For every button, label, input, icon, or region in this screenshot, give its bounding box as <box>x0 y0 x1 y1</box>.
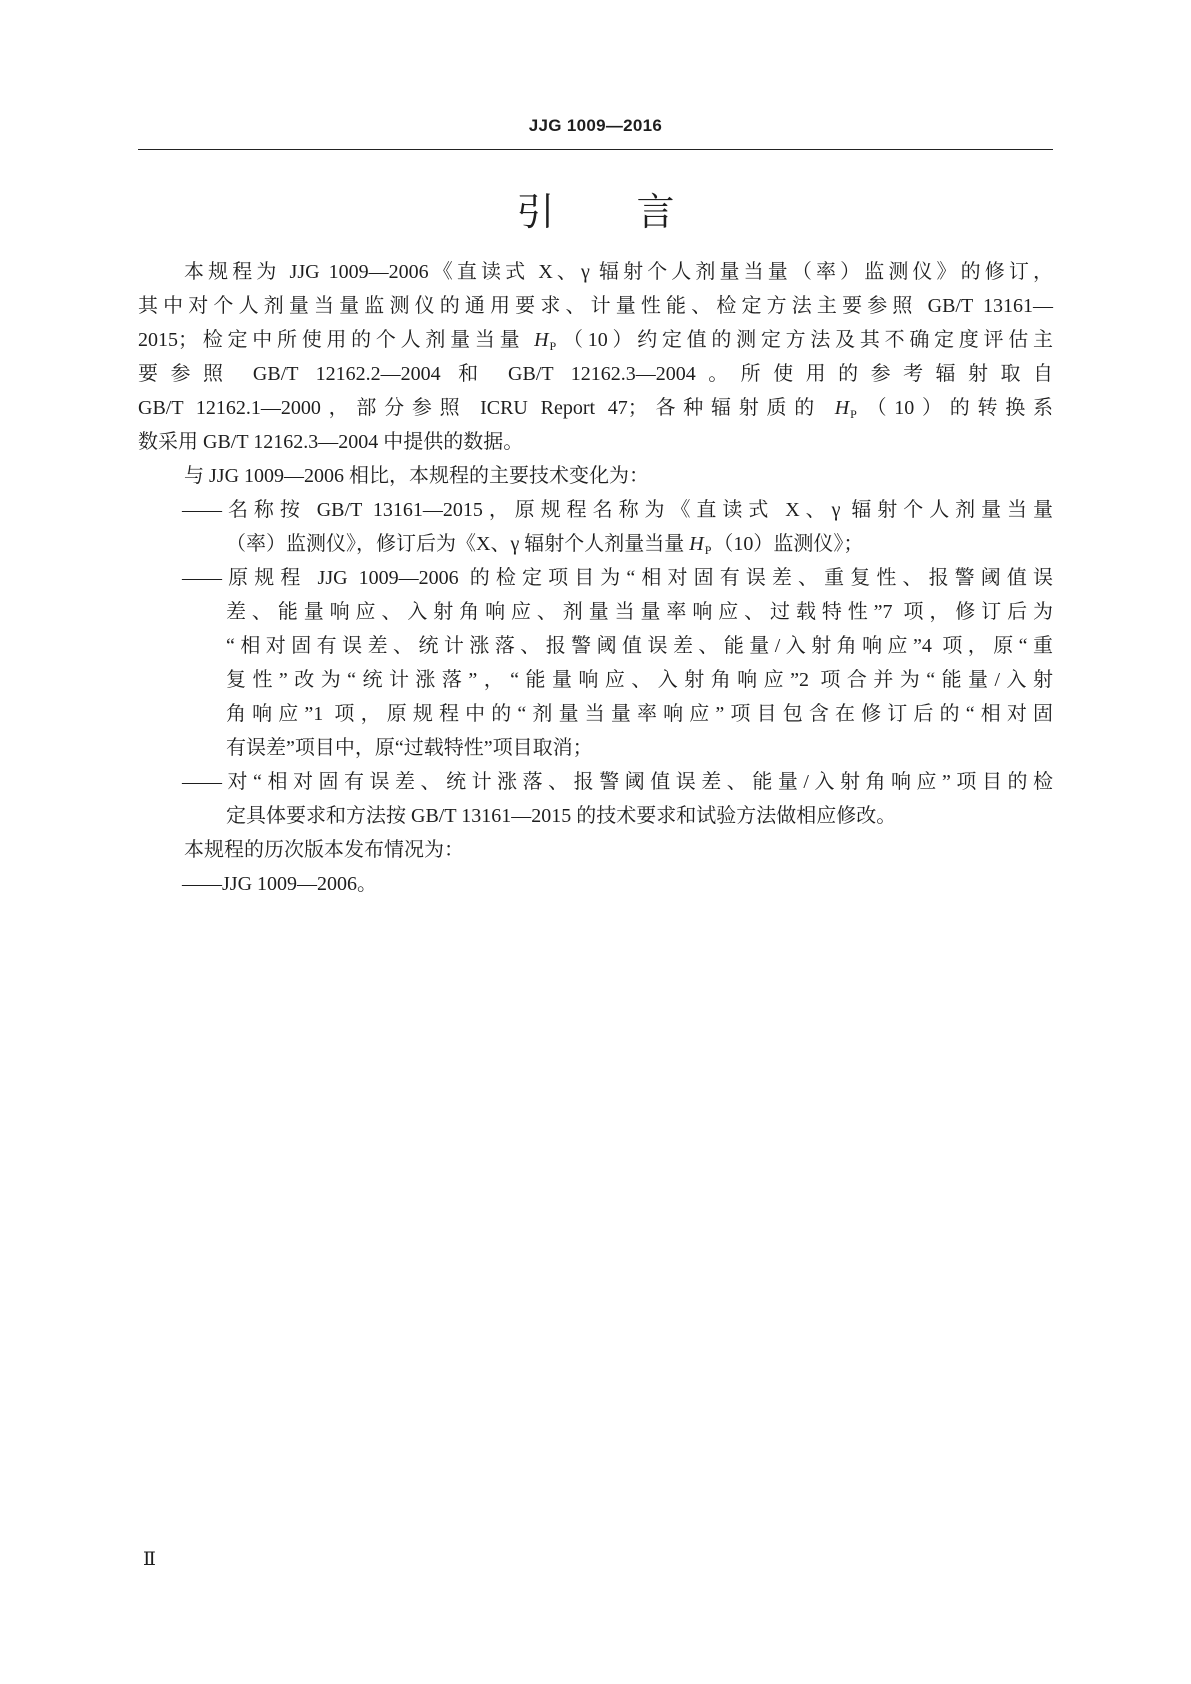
text-run: 本规程为 JJG 1009—2006《直读式 X、γ 辐射个人剂量当量（率）监测仪》的修订， <box>184 261 1053 283</box>
text-line <box>138 833 1053 867</box>
text-line <box>138 493 1053 527</box>
text-run: （10）约定值的测定方法及其不确定度评估主 <box>558 329 1054 351</box>
quantity-symbol: H <box>689 533 704 555</box>
header-rule <box>138 149 1053 150</box>
text-line <box>138 799 1053 833</box>
change-list-item <box>138 867 1053 901</box>
change-list-item <box>138 561 1053 765</box>
body-paragraph <box>138 255 1053 459</box>
text-run: （率）监测仪》，修订后为《X、γ 辐射个人剂量当量 <box>226 533 690 555</box>
text-run: 角响应”1 项，原规程中的“剂量当量率响应”项目包含在修订后的“相对固 <box>226 703 1053 725</box>
running-header-standard-code: JJG 1009—2016 <box>528 116 663 135</box>
change-list-item <box>138 493 1053 561</box>
text-line <box>138 629 1053 663</box>
text-run: ——原规程 JJG 1009—2006 的检定项目为“相对固有误差、重复性、报警阈值误 <box>182 567 1053 589</box>
text-line <box>138 425 1053 459</box>
text-run: 2015；检定中所使用的个人剂量当量 <box>138 329 535 351</box>
text-run: 差、能量响应、入射角响应、剂量当量率响应、过载特性”7 项，修订后为 <box>226 601 1053 623</box>
text-run: ——名称按 GB/T 13161—2015，原规程名称为《直读式 X、γ 辐射个人剂量当量 <box>182 499 1053 521</box>
quantity-symbol: H <box>534 329 549 351</box>
text-line <box>138 323 1053 357</box>
quantity-subscript: P <box>704 543 712 557</box>
quantity-symbol: H <box>834 397 850 419</box>
text-run: 与 JJG 1009—2006 相比，本规程的主要技术变化为： <box>184 465 650 487</box>
text-run: 本规程的历次版本发布情况为： <box>184 839 464 861</box>
text-run: 数采用 GB/T 12162.3—2004 中提供的数据。 <box>138 431 524 453</box>
text-line <box>138 697 1053 731</box>
body-paragraph <box>138 459 1053 493</box>
text-run: 有误差”项目中，原“过载特性”项目取消； <box>226 737 593 759</box>
quantity-subscript: P <box>549 339 557 353</box>
page-number: Ⅱ <box>143 1548 156 1570</box>
text-line <box>138 595 1053 629</box>
text-run: GB/T 12162.1—2000，部分参照 ICRU Report 47；各种辐射质的 <box>138 397 835 419</box>
text-line <box>138 765 1053 799</box>
text-line <box>138 255 1053 289</box>
text-line <box>138 731 1053 765</box>
text-line <box>138 867 1053 901</box>
text-line <box>138 561 1053 595</box>
body-paragraph <box>138 833 1053 867</box>
text-line <box>138 459 1053 493</box>
change-list-item <box>138 765 1053 833</box>
text-run: “相对固有误差、统计涨落、报警阈值误差、能量/入射角响应”4 项，原“重 <box>226 635 1053 657</box>
text-run: 复性”改为“统计涨落”，“能量响应、入射角响应”2 项合并为“能量/入射 <box>226 669 1053 691</box>
text-line <box>138 391 1053 425</box>
text-line <box>138 663 1053 697</box>
text-run: 要参照 GB/T 12162.2—2004 和 GB/T 12162.3—2004。所使用的参考辐射取自 <box>138 363 1053 385</box>
quantity-subscript: P <box>850 407 857 421</box>
text-run: 其中对个人剂量当量监测仪的通用要求、计量性能、检定方法主要参照 GB/T 13161— <box>138 295 1053 317</box>
text-run: ——对“相对固有误差、统计涨落、报警阈值误差、能量/入射角响应”项目的检 <box>182 771 1053 793</box>
text-run: 定具体要求和方法按 GB/T 13161—2015 的技术要求和试验方法做相应修改。 <box>226 805 897 827</box>
text-run: ——JJG 1009—2006。 <box>182 873 378 895</box>
text-line <box>138 357 1053 391</box>
text-run: （10）监测仪》； <box>713 533 864 555</box>
text-line <box>138 289 1053 323</box>
section-title: 引 言 <box>516 190 675 234</box>
introduction-body <box>138 255 1053 901</box>
text-run: （10）的转换系 <box>858 397 1053 419</box>
text-line <box>138 527 1053 561</box>
